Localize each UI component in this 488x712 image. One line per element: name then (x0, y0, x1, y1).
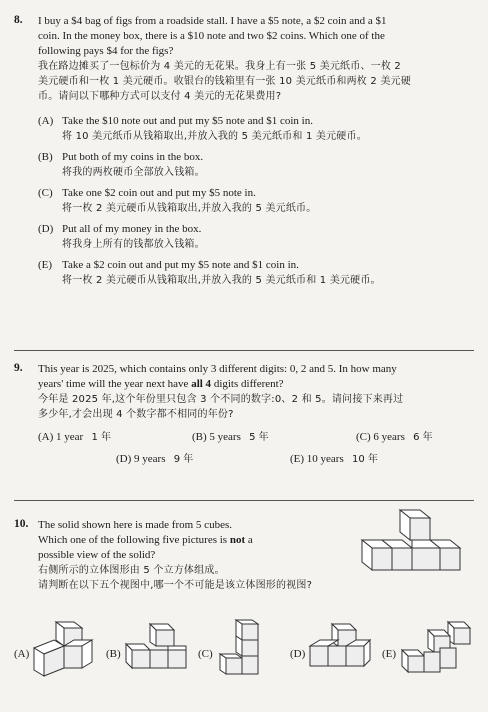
reference-solid-figure (356, 508, 462, 588)
question-text-cn: 多少年,才会出现 4 个数字都不相同的年份? (38, 409, 234, 420)
question-text-cn: 右侧所示的立体图形由 5 个立方体组成。 (38, 565, 225, 576)
cube-view-a-icon (30, 618, 100, 680)
option-text-en: Put all of my money in the box. (62, 223, 202, 235)
divider (14, 500, 474, 501)
answer-option-a[interactable] (38, 114, 474, 144)
option-label: (B) (38, 151, 53, 163)
cube-view-c-icon (214, 618, 274, 688)
divider (14, 350, 474, 351)
option-label: (A) (38, 115, 54, 127)
option-label: (E) (382, 648, 397, 660)
question-number: 9. (14, 362, 23, 374)
answer-option-e[interactable] (38, 258, 474, 288)
option-text-cn: 将一枚 2 美元硬币从钱箱取出,并放入我的 5 美元纸币和 1 美元硬币。 (62, 275, 381, 286)
option-label: (B) (106, 648, 121, 660)
question-text-en: I buy a $4 bag of figs from a roadside stall. I have a $5 note, a $2 coin and a $1 (38, 15, 387, 27)
question-text-cn: 我在路边摊买了一包标价为 4 美元的无花果。我身上有一张 5 美元纸币、一枚 2 (38, 61, 401, 72)
option-text-cn: 将一枚 2 美元硬币从钱箱取出,并放入我的 5 美元纸币。 (62, 203, 317, 214)
option-text-en: Take a $2 coin out and put my $5 note and $1 coin in. (62, 259, 299, 271)
question-text-en: The solid shown here is made from 5 cubes. (38, 519, 232, 531)
option-label: (E) (38, 259, 53, 271)
answer-option-c[interactable] (38, 186, 474, 216)
question-text-en: Which one of the following five pictures is not a (38, 534, 253, 546)
option-label: (A) (14, 648, 30, 660)
emphasis: all 4 (191, 378, 212, 390)
answer-option-b[interactable]: (B) 5 years 5 年 (192, 431, 269, 443)
question-text-cn: 今年是 2025 年,这个年份里只包含 3 个不同的数字:0、2 和 5。请问接下来再过 (38, 394, 404, 405)
question-9 (14, 362, 474, 468)
emphasis: not (229, 534, 246, 546)
answer-option-d[interactable] (38, 222, 474, 252)
option-text-cn: 将我身上所有的钱都放入钱箱。 (62, 239, 205, 250)
option-label: (D) (38, 223, 54, 235)
question-number: 8. (14, 14, 23, 26)
question-text-en: possible view of the solid? (38, 549, 156, 561)
question-text-en: coin. In the money box, there is a $10 note and two $2 coins. Which one of the (38, 30, 385, 42)
option-text-en: Put both of my coins in the box. (62, 151, 204, 163)
option-text-en: Take the $10 note out and put my $5 note and $1 coin in. (62, 115, 313, 127)
question-text-cn: 币。请问以下哪种方式可以支付 4 美元的无花果费用? (38, 91, 282, 102)
option-text-cn: 将 10 美元纸币从钱箱取出,并放入我的 5 美元纸币和 1 美元硬币。 (62, 131, 367, 142)
answer-option-c[interactable]: (C) 6 years 6 年 (356, 431, 433, 443)
question-text-cn: 请判断在以下五个视图中,哪一个不可能是该立体图形的视图? (38, 580, 313, 591)
answer-option-d[interactable]: (D) 9 years 9 年 (116, 453, 194, 465)
option-label: (C) (38, 187, 53, 199)
option-label: (D) (290, 648, 306, 660)
option-text-cn: 将我的两枚硬币全部放入钱箱。 (62, 167, 205, 178)
answer-option-e[interactable]: (E) 10 years 10 年 (290, 453, 378, 465)
answer-option-b[interactable] (38, 150, 474, 180)
view-options (14, 618, 474, 688)
option-text-en: Take one $2 coin out and put my $5 note in. (62, 187, 256, 199)
question-text-en: following pays $4 for the figs? (38, 45, 174, 57)
question-text-en: This year is 2025, which contains only 3 different digits: 0, 2 and 5. In how many (38, 363, 397, 375)
cube-view-e-icon (398, 618, 478, 680)
question-number: 10. (14, 518, 29, 530)
question-8 (14, 14, 474, 288)
cube-view-b-icon (122, 618, 192, 680)
option-label: (C) (198, 648, 213, 660)
answer-option-a[interactable]: (A) 1 year 1 年 (38, 431, 112, 443)
question-text-en: years' time will the year next have all 4 digits different? (38, 378, 284, 390)
cube-view-d-icon (306, 618, 376, 680)
question-text-cn: 美元硬币和一枚 1 美元硬币。收银台的钱箱里有一张 10 美元纸币和两枚 2 美元硬 (38, 76, 411, 87)
